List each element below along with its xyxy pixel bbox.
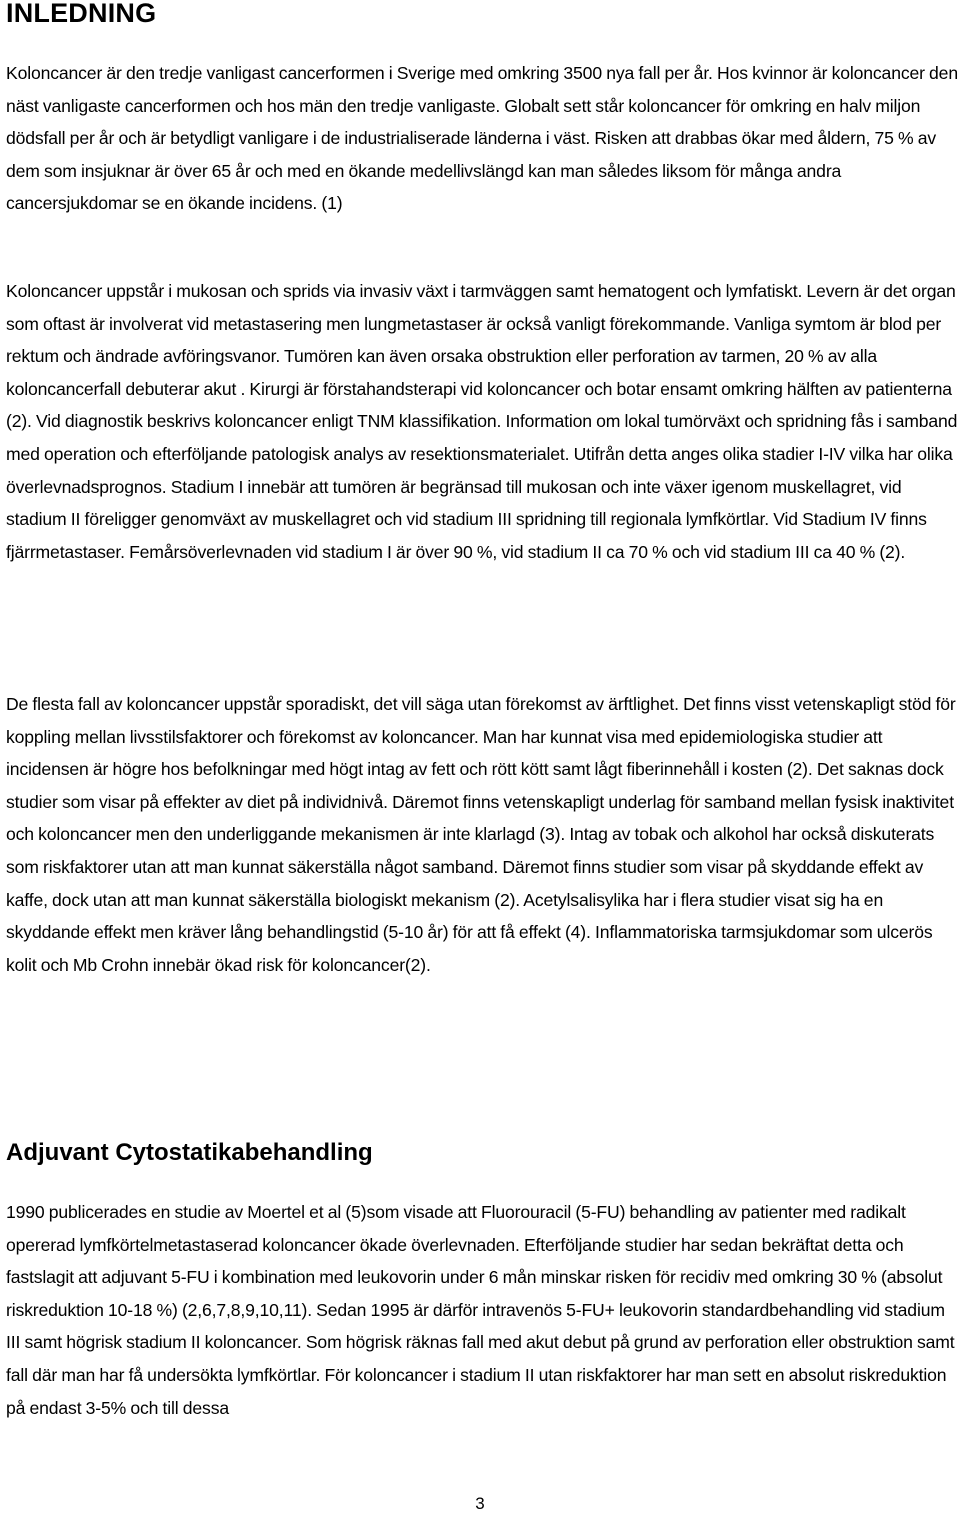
intro-paragraph-2: Koloncancer uppstår i mukosan och sprids via invasiv växt i tarmväggen samt hematogent och lymfatiskt. Levern är det organ som oftast är involverat vid metastasering men lungmetastaser är också vanligt förekommande. Vanliga symtom är blod per rektum och ändrade avföringsvanor. Tumören kan även orsaka obstruktion eller perforation av tarmen, 20 % av alla koloncancerfall debuterar akut . Kirurgi är förstahandsterapi vid koloncancer och botar ensamt omkring hälften av patienterna (2). Vid diagnostik beskrivs koloncancer enligt TNM klassifikation. Information om lokal tumörväxt och spridning fås i samband med operation och efterföljande patologisk analys av resektionsmaterialet. Utifrån detta anges olika stadier I-IV vilka har olika överlevnadsprognos. Stadium I innebär att tumören är begränsad till mukosan och inte växer igenom muskellagret, vid stadium II föreligger genomväxt av muskellagret och vid stadium III spridning till regionala lymfkörtlar. Vid Stadium IV finns fjärrmetastaser. Femårsöverlevnaden vid stadium I är över 90 %, vid stadium II ca 70 % och vid stadium III ca 40 % (2). — [6, 281, 958, 562]
adjuvant-heading: Adjuvant Cytostatikabehandling — [6, 1139, 373, 1166]
intro-paragraph-1: Koloncancer är den tredje vanligast cancerformen i Sverige med omkring 3500 nya fall per år. Hos kvinnor är koloncancer den näst vanligaste cancerformen och hos män den tredje vanligaste. Globalt sett står koloncancer för omkring en halv miljon dödsfall per år och är betydligt vanligare i de industrialiserade länderna i väst. Risken att drabbas ökar med åldern, 75 % av dem som insjuknar är över 65 år och med en ökande medellivslängd kan man således liksom för många andra cancersjukdomar se en ökande incidens. (1) — [6, 63, 958, 214]
page-number: 3 — [475, 1494, 485, 1513]
intro-paragraph-3: De flesta fall av koloncancer uppstår sporadiskt, det vill säga utan förekomst av ärftlighet. Det finns visst vetenskapligt stöd för koppling mellan livsstilsfaktorer och förekomst av koloncancer. Man har kunnat visa med epidemiologiska studier att incidensen är högre hos befolkningar med högt intag av fett och rött kött samt lågt fiberinnehåll i kosten (2). Det saknas dock studier som visar på effekter av diet på individnivå. Däremot finns vetenskapligt underlag för samband mellan fysisk inaktivitet och koloncancer men den underliggande mekanismen är inte klarlagd (3). Intag av tobak och alkohol har också diskuterats som riskfaktorer utan att man kunnat säkerställa något samband. Däremot finns studier som visar på skyddande effekt av kaffe, dock utan att man kunnat säkerställa biologiskt mekanism (2). Acetylsalisylika har i flera studier visat sig ha en skyddande effekt men kräver lång behandlingstid (5-10 år) för att få effekt (4). Inflammatoriska tarmsjukdomar som ulcerös kolit och Mb Crohn innebär ökad risk för koloncancer(2). — [6, 694, 956, 975]
intro-heading: INLEDNING — [6, 0, 157, 28]
adjuvant-paragraph-1: 1990 publicerades en studie av Moertel et al (5)som visade att Fluorouracil (5-FU) behandling av patienter med radikalt opererad lymfkörtelmetastaserad koloncancer ökade överlevnaden. Efterföljande studier har sedan bekräftat detta och fastslagit att adjuvant 5-FU i kombination med leukovorin under 6 mån minskar risken för recidiv med omkring 30 % (absolut riskreduktion 10-18 %) (2,6,7,8,9,10,11). Sedan 1995 är därför intravenös 5-FU+ leukovorin standardbehandling vid stadium III samt högrisk stadium II koloncancer. Som högrisk räknas fall med akut debut på grund av perforation eller obstruktion samt fall där man har få undersökta lymfkörtlar. För koloncancer i stadium II utan riskfaktorer har man sett en absolut riskreduktion på endast 3-5% och till dessa — [6, 1202, 955, 1418]
